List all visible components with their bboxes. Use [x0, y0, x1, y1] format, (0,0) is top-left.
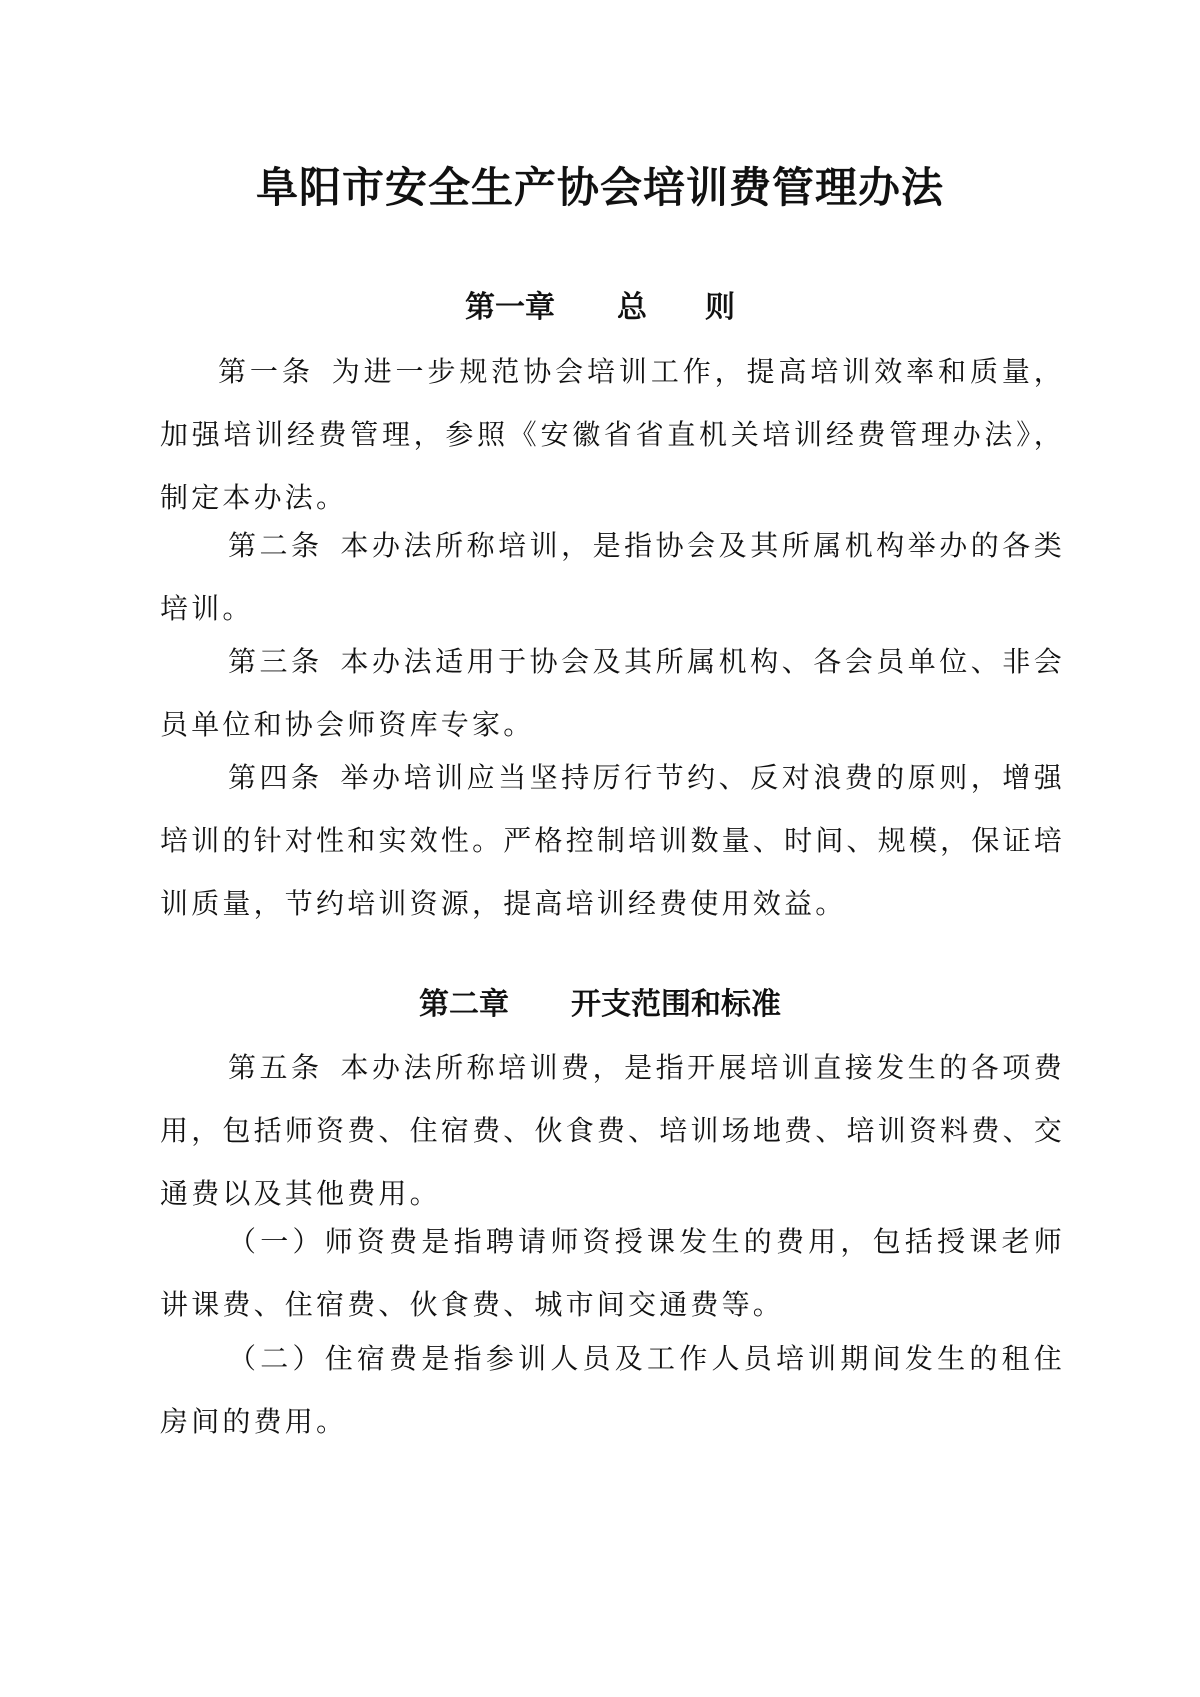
article-3-label: 第三条: [228, 645, 323, 678]
article-5-text: 本办法所称培训费，是指开展培训直接发生的各项费用，包括师资费、住宿费、伙食费、培训场地费、培训资料费、交通费以及其他费用。: [160, 1051, 1065, 1210]
article-2-text: 本办法所称培训，是指协会及其所属机构举办的各类培训。: [160, 529, 1065, 625]
item-1-text: （一）师资费是指聘请师资授课发生的费用，包括授课老师讲课费、住宿费、伙食费、城市间交通费等。: [160, 1225, 1065, 1321]
article-5-label: 第五条: [228, 1051, 323, 1084]
article-4-text: 举办培训应当坚持厉行节约、反对浪费的原则，增强培训的针对性和实效性。严格控制培训数量、时间、规模，保证培训质量，节约培训资源，提高培训经费使用效益。: [160, 761, 1065, 920]
chapter-1-number: 第一章: [465, 290, 555, 325]
article-2-label: 第二条: [228, 529, 323, 562]
article-4-label: 第四条: [228, 761, 323, 794]
chapter-1-heading: [0, 286, 1200, 330]
chapter-2-heading: [0, 983, 1200, 1027]
article-2: [160, 514, 1065, 640]
article-1-label: 第一条: [218, 355, 314, 388]
chapter-1-name: 总则: [617, 290, 793, 325]
item-2: [160, 1327, 1065, 1453]
chapter-2-name: 开支范围和标准: [571, 987, 781, 1022]
document-title: 阜阳市安全生产协会培训费管理办法: [255, 163, 944, 212]
item-1: [160, 1210, 1065, 1336]
article-1-text: 为进一步规范协会培训工作，提高培训效率和质量，加强培训经费管理，参照《安徽省省直机关培训经费管理办法》，制定本办法。: [160, 355, 1065, 514]
article-1: [160, 340, 1065, 529]
item-2-text: （二）住宿费是指参训人员及工作人员培训期间发生的租住房间的费用。: [160, 1342, 1065, 1438]
article-3: [160, 630, 1065, 756]
article-3-text: 本办法适用于协会及其所属机构、各会员单位、非会员单位和协会师资库专家。: [160, 645, 1065, 741]
chapter-2-number: 第二章: [419, 987, 509, 1022]
article-5: [160, 1036, 1065, 1225]
article-4: [160, 746, 1065, 935]
